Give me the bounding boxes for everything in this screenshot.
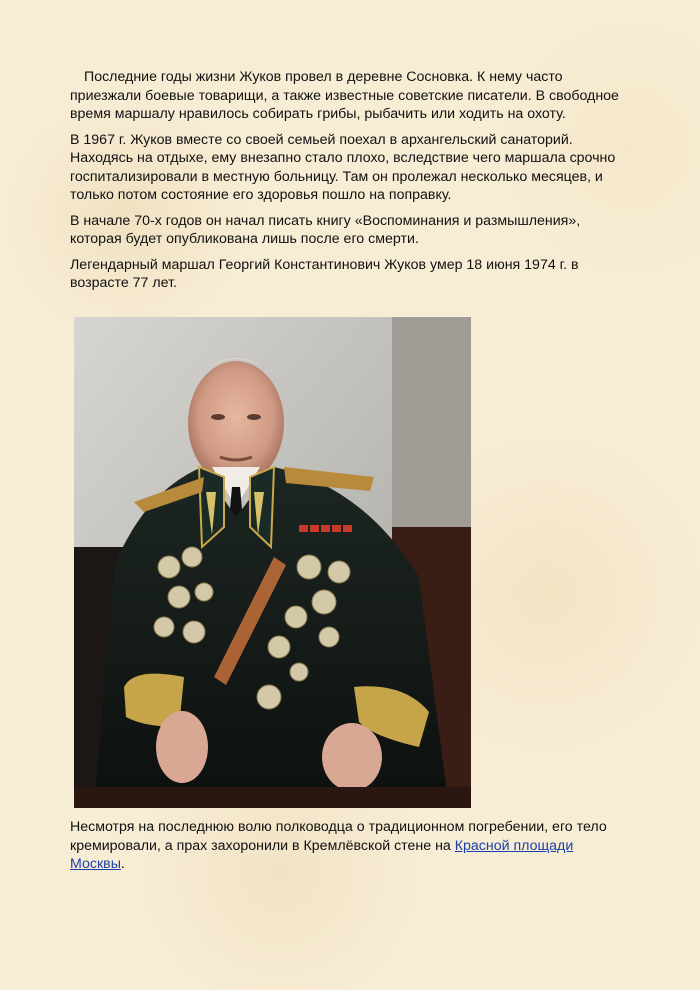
closing-paragraph: [70, 818, 630, 874]
paragraph-death: Легендарный маршал Георгий Константинович Жуков умер 18 июня 1974 г. в возрасте 77 лет.: [70, 256, 579, 291]
paragraph-memoirs: В начале 70-х годов он начал писать книгу «Воспоминания и размышления», которая будет опубликована лишь после его смерти.: [70, 212, 581, 247]
paragraph-last-years: Последние годы жизни Жуков провел в деревне Сосновка. К нему часто приезжали боевые товарищи, а также известные советские писатели. В свободное время маршалу нравилось собирать грибы, рыбачить или ходить на охоту.: [70, 69, 619, 122]
article-body: [70, 68, 630, 300]
marshal-portrait-photo: [74, 317, 471, 808]
link-red-square[interactable]: Красной площади: [454, 837, 574, 854]
closing-end: .: [120, 856, 125, 872]
link-moscow[interactable]: Москвы: [70, 856, 121, 872]
closing-text: Несмотря на последнюю волю полководца о традиционном погребении, его тело кремировали, а прах захоронили в Кремлёвской стене на: [70, 819, 607, 854]
paragraph-sanatorium: В 1967 г. Жуков вместе со своей семьей поехал в архангельский санаторий. Находясь на отдыхе, ему внезапно стало плохо, вследствие чего маршала срочно госпитализировали в местную больницу. Там он пролежал несколько месяцев, и только потом состояние его здоровья пошло на поправку.: [70, 131, 616, 203]
